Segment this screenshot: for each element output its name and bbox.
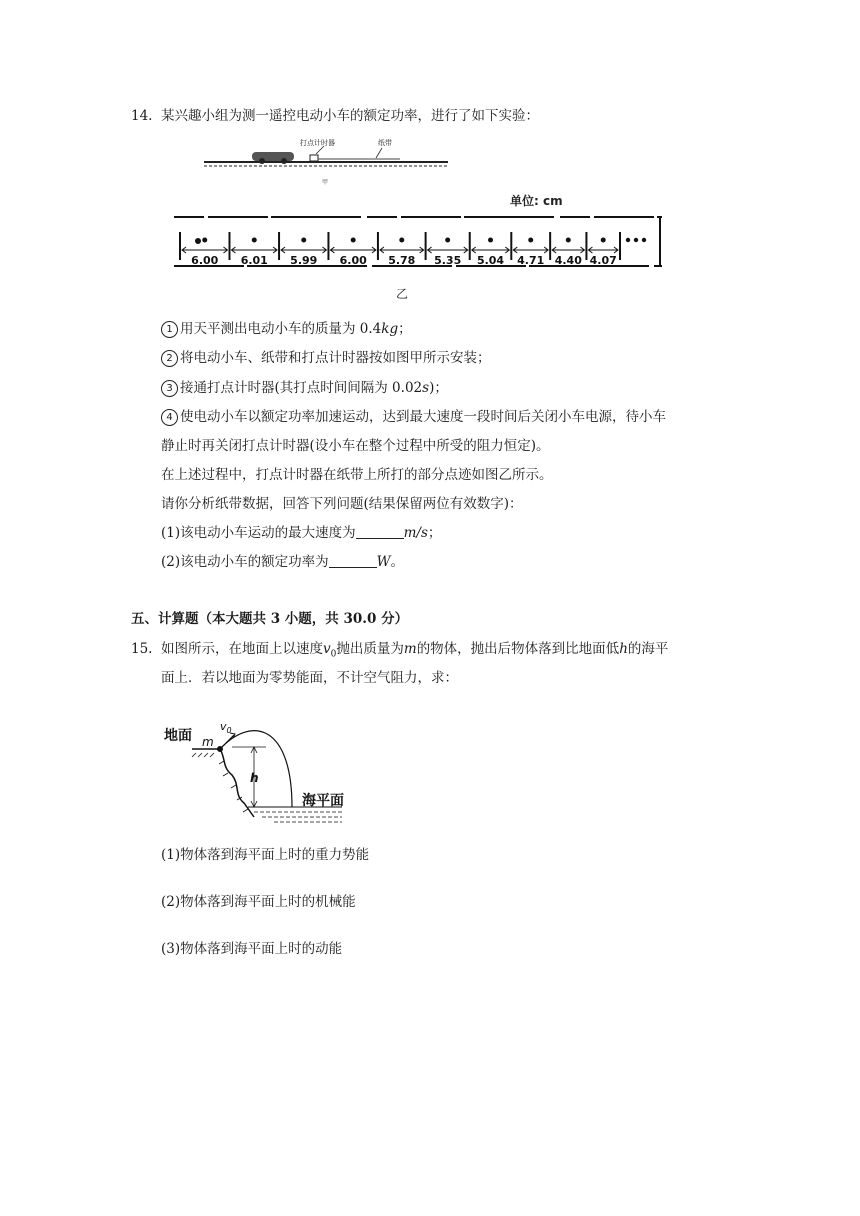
- tape-dot-end: [634, 238, 638, 242]
- sub-question-1: (1)该电动小车运动的最大速度为 m/s；: [161, 525, 442, 541]
- figure-jia-drawing: [204, 146, 448, 166]
- tape-dot-end: [626, 238, 630, 242]
- label-sea: 海平面: [302, 793, 344, 809]
- label-ground: 地面: [164, 728, 192, 744]
- label-timer: 打点计时器: [300, 139, 335, 147]
- step-3-marker: 3: [161, 380, 178, 397]
- step-3: 3 接通打点计时器(其打点时间间隔为 0.02s)；: [161, 378, 448, 398]
- label-yi: 乙: [396, 287, 409, 301]
- tape-dot: [566, 238, 571, 243]
- step-4: 4 使电动小车以额定功率加速运动，达到最大速度一段时间后关闭小车电源，待小车: [161, 407, 666, 427]
- tape-segment-label: 4.40: [554, 254, 582, 267]
- answer-blank-1[interactable]: [356, 524, 404, 539]
- step-1-marker: 1: [161, 321, 178, 338]
- tape-dot: [351, 238, 356, 243]
- q15-sub-3: (3)物体落到海平面上时的动能: [161, 941, 343, 957]
- label-jia: 甲: [322, 179, 329, 186]
- label-tape: 纸带: [378, 139, 392, 147]
- q15-line-2: 面上．若以地面为零势能面，不计空气阻力，求：: [161, 670, 458, 686]
- unit-label: 单位: cm: [510, 194, 563, 208]
- tape-segment-label: 4.71: [517, 254, 545, 267]
- figure-jia: [200, 136, 452, 186]
- tape-segment-label: 5.35: [434, 254, 462, 267]
- para-1: 在上述过程中，打点计时器在纸带上所打的部分点迹如图乙所示。: [161, 467, 553, 483]
- tape-segment-label: 4.07: [589, 254, 617, 267]
- step-2-marker: 2: [161, 350, 178, 367]
- tape-marks: [180, 232, 646, 267]
- para-2: 请你分析纸带数据，回答下列问题(结果保留两位有效数字)：: [161, 496, 523, 512]
- step-1: 1 用天平测出电动小车的质量为 0.4kg；: [161, 319, 412, 339]
- q15-sub-2: (2)物体落到海平面上时的机械能: [161, 894, 356, 910]
- figure-yi: [172, 190, 668, 306]
- tape-segment-label: 6.01: [240, 254, 268, 267]
- tape-dot: [528, 238, 533, 243]
- sub-question-2: (2)该电动小车的额定功率为 W。: [161, 554, 405, 570]
- q14-stem: 某兴趣小组为测一遥控电动小车的额定功率，进行了如下实验：: [161, 108, 539, 124]
- figure-q15: [162, 715, 362, 831]
- tape-dot-end: [642, 238, 646, 242]
- label-v0: $v_0$: [220, 720, 232, 735]
- q14-number: 14.: [131, 108, 153, 124]
- tape-segment-label: 5.04: [476, 254, 505, 267]
- tape-dot-start: [195, 238, 201, 244]
- tape-segment-label: 5.99: [290, 254, 318, 267]
- tape-dot: [601, 238, 606, 243]
- step-2: 2 将电动小车、纸带和打点计时器按如图甲所示安装；: [161, 348, 491, 368]
- label-h: h: [250, 771, 259, 785]
- answer-blank-2[interactable]: [329, 553, 377, 568]
- step-4-marker: 4: [161, 409, 178, 426]
- step-4-continued: 静止时再关闭打点计时器(设小车在整个过程中所受的阻力恒定)。: [161, 438, 550, 454]
- tape-dot: [488, 238, 493, 243]
- tape-dot: [301, 238, 306, 243]
- section-5-title: 五、计算题（本大题共 3 小题，共 30.0 分）: [131, 611, 409, 627]
- tape-dot: [445, 238, 450, 243]
- tape-segment-label: 5.78: [388, 254, 416, 267]
- tape-segment-label: 6.00: [191, 254, 219, 267]
- tape-dot: [202, 238, 207, 243]
- q15-sub-1: (1)物体落到海平面上时的重力势能: [161, 847, 370, 863]
- q15-line-1: 如图所示，在地面上以速度$v_0$抛出质量为m的物体，抛出后物体落到比地面低h的海平: [161, 641, 669, 660]
- q15-number: 15.: [131, 641, 153, 657]
- tape-segment-label: 6.00: [339, 254, 367, 267]
- tape-dot: [252, 238, 257, 243]
- label-m: m: [202, 735, 214, 749]
- tape-dot: [399, 238, 404, 243]
